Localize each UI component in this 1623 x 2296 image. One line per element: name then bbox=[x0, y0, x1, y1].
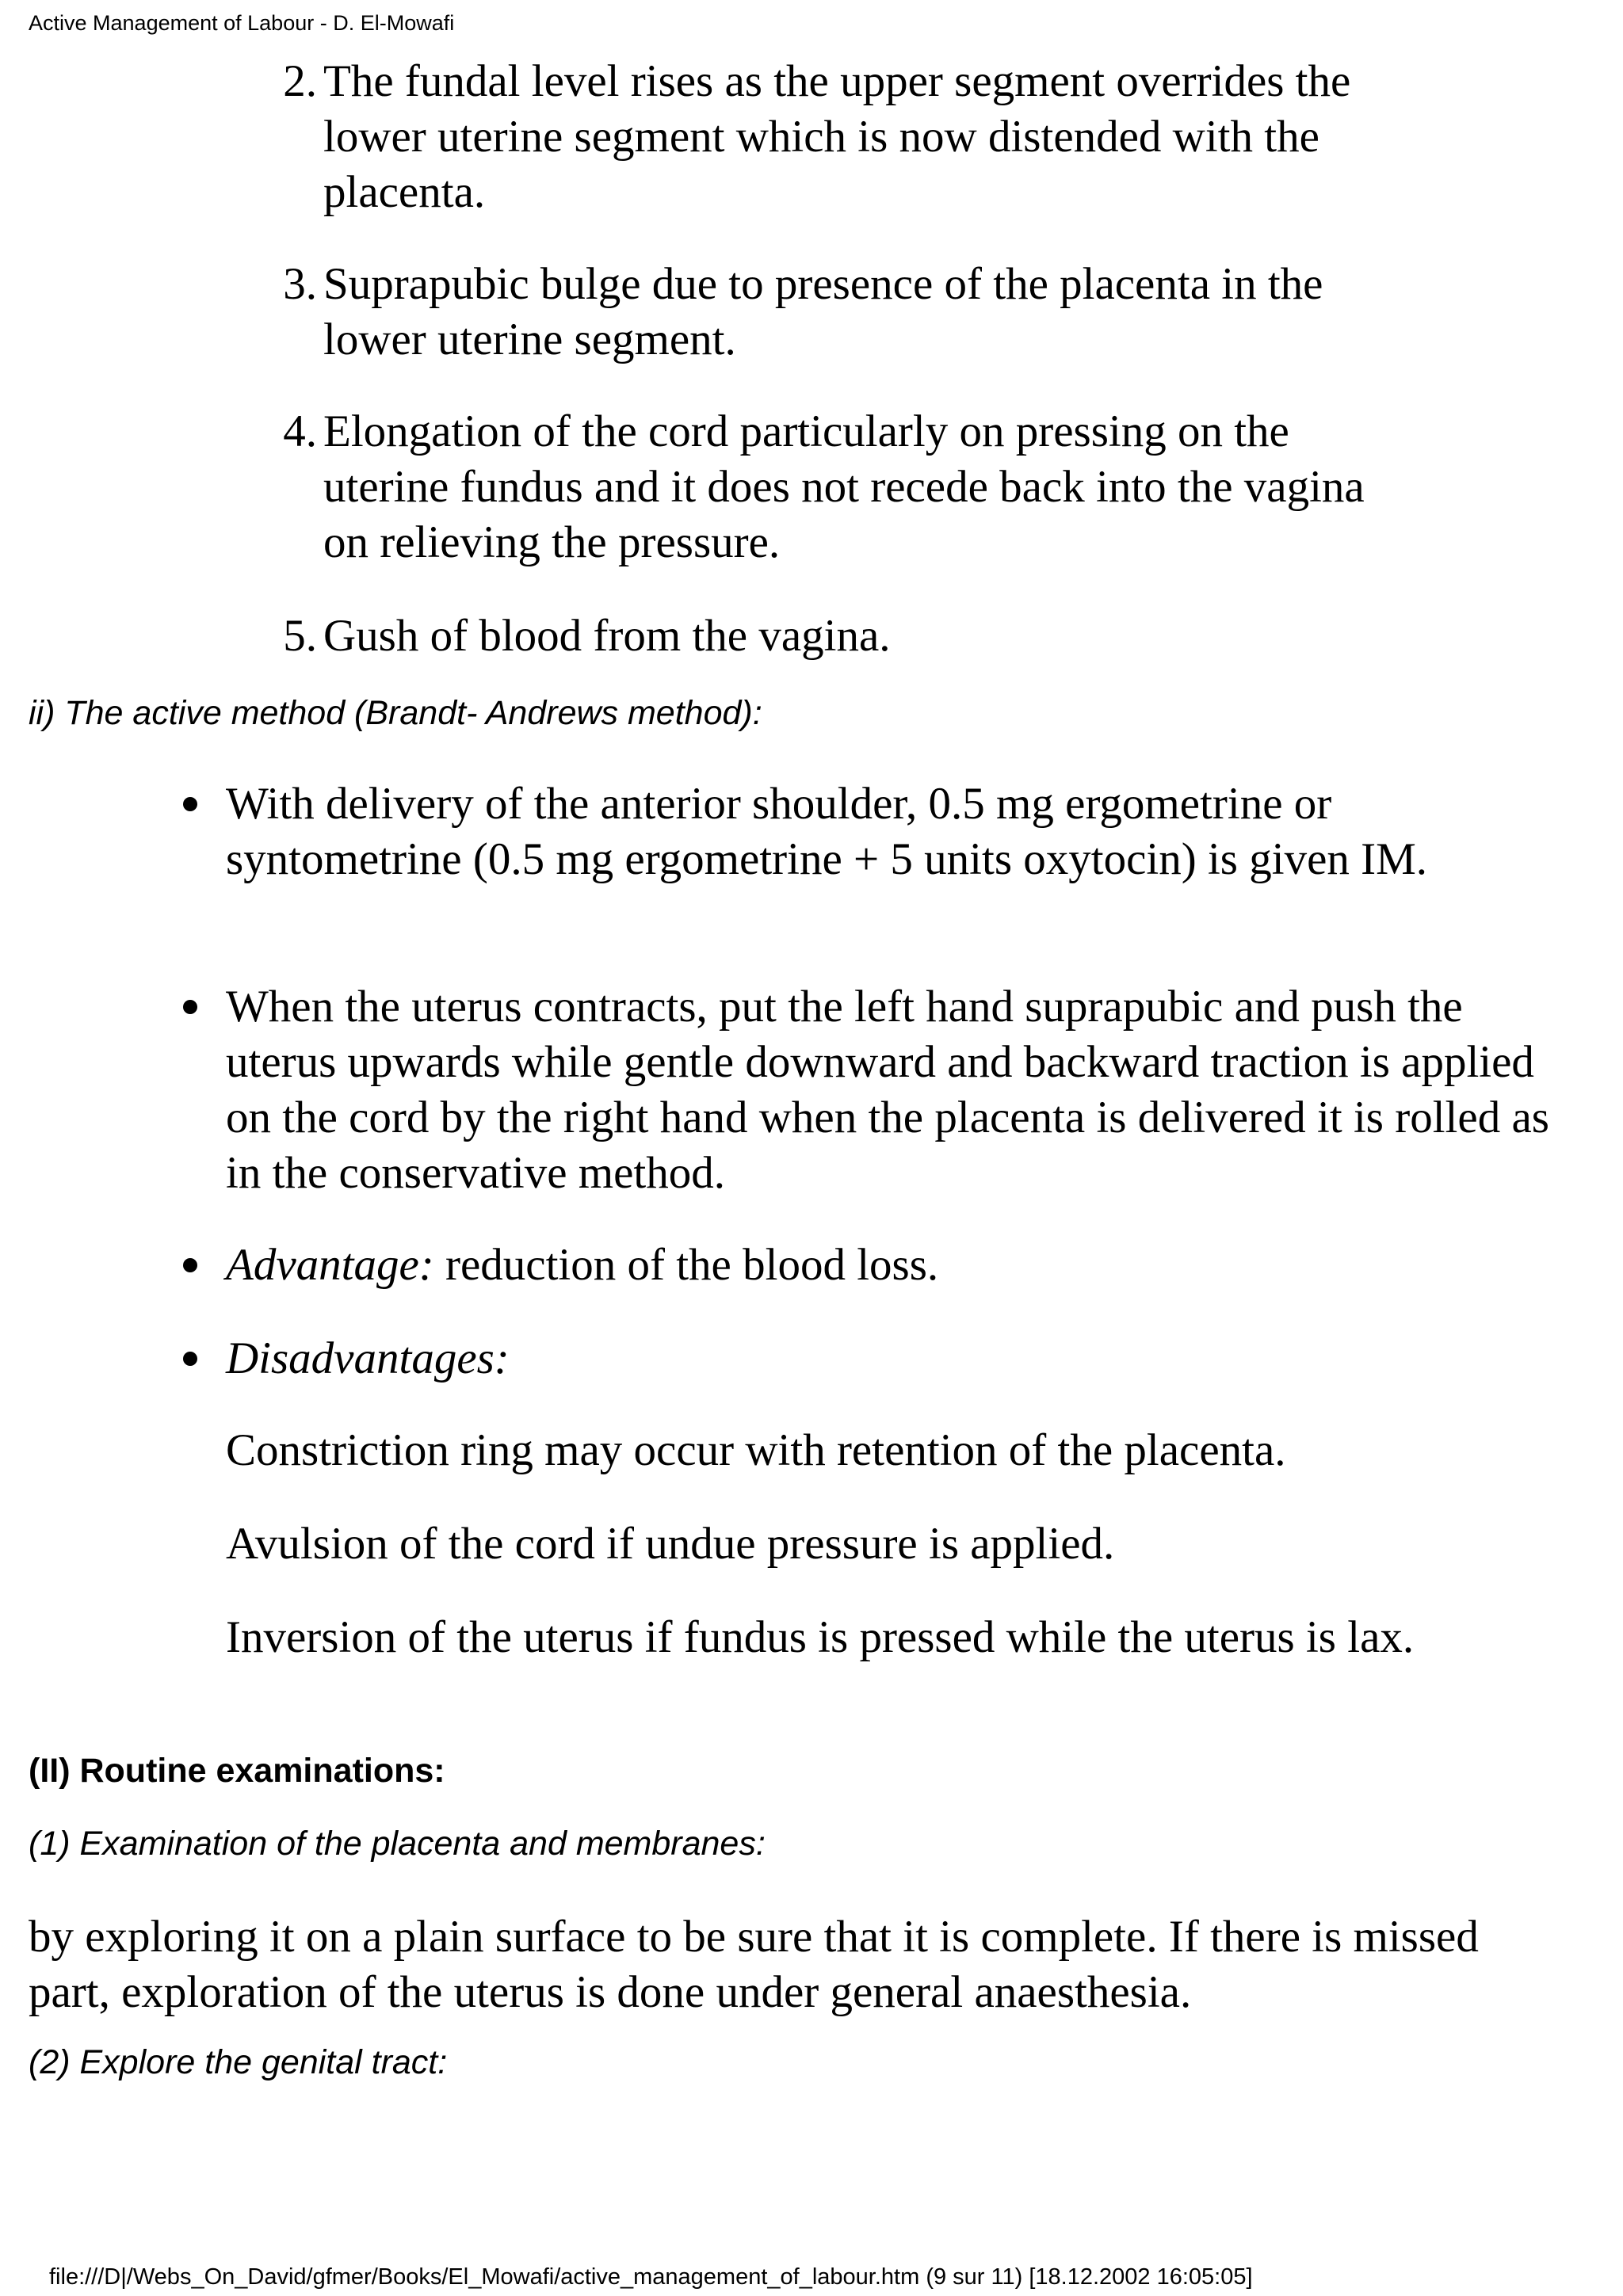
bullet-dot bbox=[183, 1258, 197, 1272]
bullet-item bbox=[226, 776, 1526, 887]
bullet-dot bbox=[183, 1352, 197, 1366]
list-item bbox=[283, 608, 1433, 664]
list-item-number: 3. bbox=[283, 259, 317, 309]
bullet-item-advantage bbox=[226, 1238, 1526, 1293]
disadvantage-item: Constriction ring may occur with retention of the placenta. bbox=[226, 1425, 1286, 1475]
disadvantage-item: Inversion of the uterus if fundus is pressed while the uterus is lax. bbox=[226, 1612, 1415, 1662]
bullet-text: With delivery of the anterior shoulder, 0.5 mg ergometrine or syntometrine (0.5 mg ergometrine + 5 units oxytocin) is given IM. bbox=[226, 779, 1428, 884]
advantage-label: Advantage: bbox=[226, 1240, 434, 1290]
page-footer-path: file:///D|/Webs_On_David/gfmer/Books/El_Mowafi/active_management_of_labour.htm (9 sur 11) [18.12.2002 16:05:05] bbox=[49, 2264, 1253, 2290]
section-heading-active-method: ii) The active method (Brandt- Andrews method): bbox=[29, 694, 762, 732]
list-item-text: The fundal level rises as the upper segment overrides the lower uterine segment which is now distended with the placenta. bbox=[323, 56, 1351, 217]
subheading-genital-tract: (2) Explore the genital tract: bbox=[29, 2043, 448, 2081]
list-item bbox=[283, 404, 1401, 570]
subheading-placenta-examination: (1) Examination of the placenta and membranes: bbox=[29, 1825, 766, 1863]
list-item-text: Elongation of the cord particularly on pressing on the uterine fundus and it does not recede back into the vagina on relieving the pressure. bbox=[323, 406, 1365, 567]
list-item-text: Gush of blood from the vagina. bbox=[323, 611, 891, 661]
page-header-title: Active Management of Labour - D. El-Mowafi bbox=[29, 11, 455, 35]
list-item-number: 2. bbox=[283, 56, 317, 106]
disadvantages-label: Disadvantages: bbox=[226, 1333, 510, 1383]
disadvantage-item: Avulsion of the cord if undue pressure is applied. bbox=[226, 1519, 1115, 1569]
bullet-dot bbox=[183, 1000, 197, 1014]
bullet-text: When the uterus contracts, put the left hand suprapubic and push the uterus upwards while gentle downward and backward traction is applied on the cord by the right hand when the placenta is delivered it is rolled as in the conservative method. bbox=[226, 982, 1549, 1198]
list-item-number: 4. bbox=[283, 406, 317, 456]
advantage-text: reduction of the blood loss. bbox=[433, 1240, 939, 1290]
section-heading-routine-examinations: (II) Routine examinations: bbox=[29, 1752, 445, 1790]
list-item bbox=[283, 257, 1385, 368]
bullet-item-disadvantages bbox=[226, 1331, 1526, 1386]
bullet-item bbox=[226, 979, 1557, 1201]
list-item-text: Suprapubic bulge due to presence of the placenta in the lower uterine segment. bbox=[323, 259, 1323, 364]
list-item-number: 5. bbox=[283, 611, 317, 661]
bullet-dot bbox=[183, 797, 197, 811]
list-item bbox=[283, 54, 1401, 220]
placenta-examination-text: by exploring it on a plain surface to be sure that it is complete. If there is missed part, exploration of the uterus is done under general anaesthesia. bbox=[29, 1912, 1479, 2017]
